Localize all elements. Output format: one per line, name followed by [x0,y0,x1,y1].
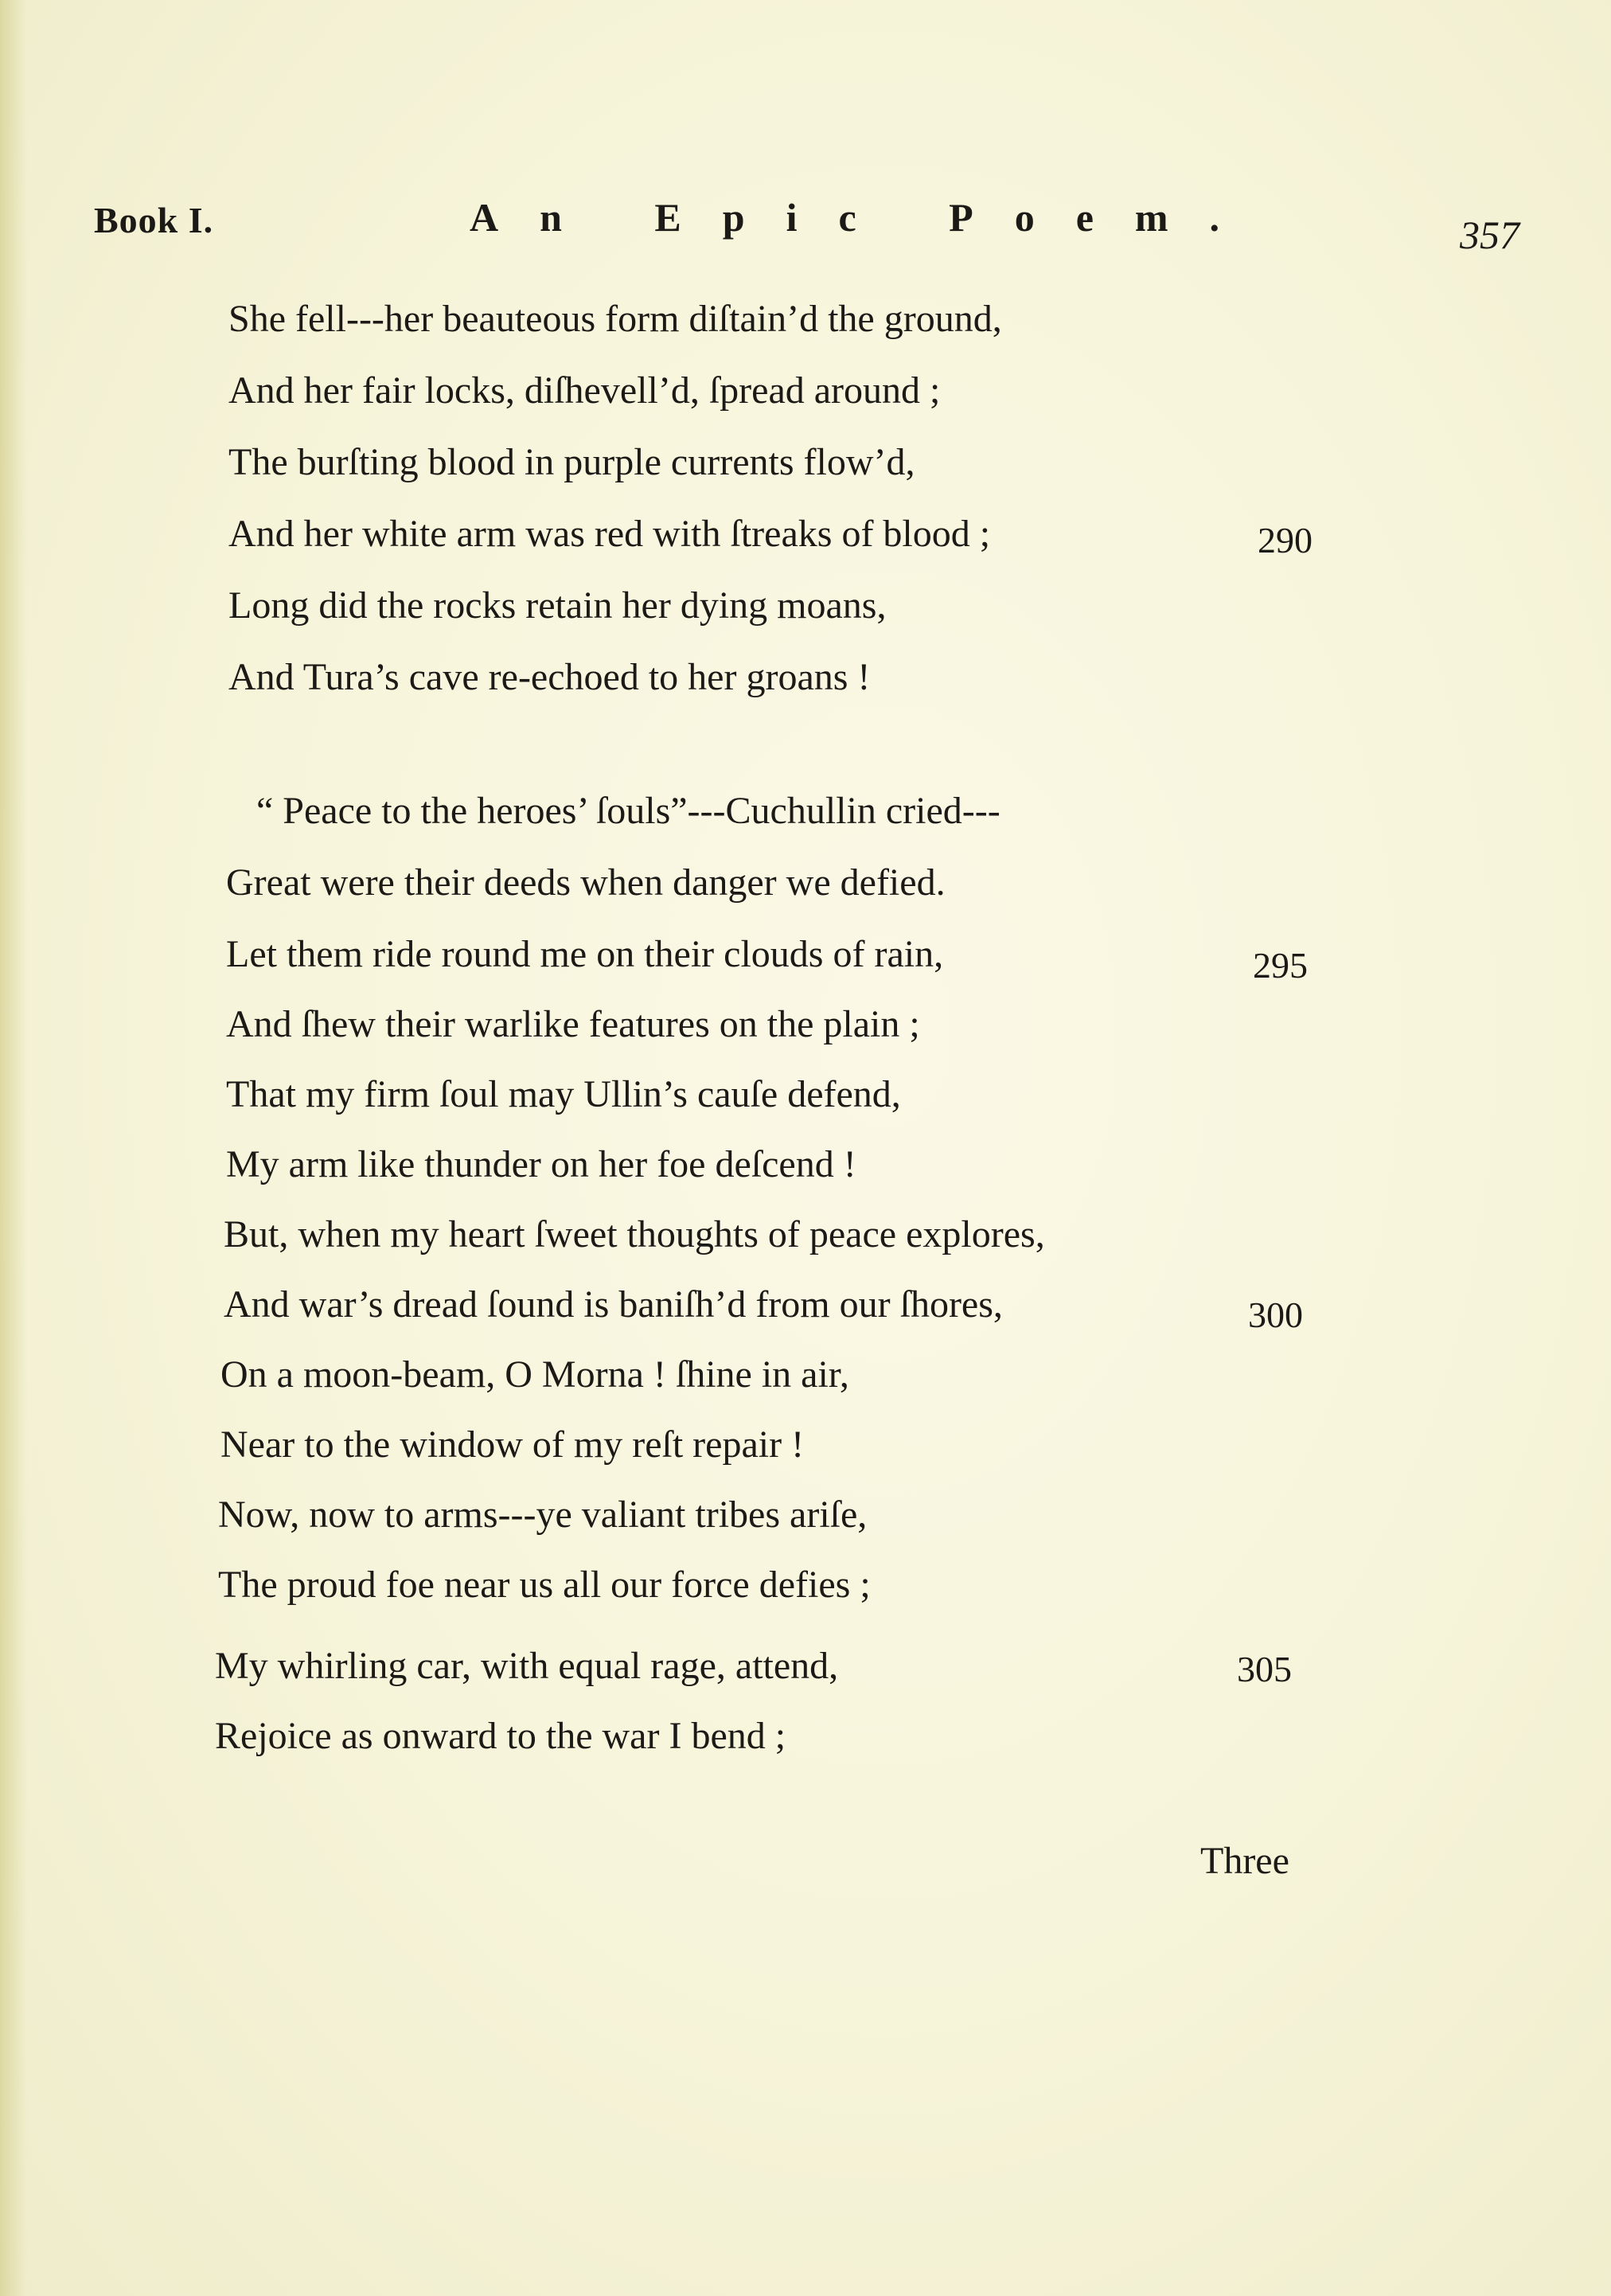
poem-line: On a moon-beam, O Morna ! ſhine in air, [220,1353,849,1396]
page-number: 357 [1460,213,1519,257]
poem-line: And Tura’s cave re-echoed to her groans ! [228,656,871,698]
poem-line: My arm like thunder on her foe deſcend ! [226,1143,856,1185]
running-book: Book I. [94,200,214,240]
line-number: 290 [1258,520,1313,560]
line-number: 305 [1237,1649,1292,1689]
poem-line: Rejoice as onward to the war I bend ; [215,1715,786,1757]
poem-line: But, when my heart ſweet thoughts of peace explores, [224,1213,1045,1255]
poem-line: The proud foe near us all our force defies ; [218,1564,871,1606]
line-number: 300 [1248,1294,1303,1335]
poem-line: Let them ride round me on their clouds of rain, [226,933,944,975]
poem-line: And ſhew their warlike features on the plain ; [226,1003,920,1045]
line-number: 295 [1253,945,1308,986]
poem-line: The burſting blood in purple currents flow’d, [228,441,915,483]
poem-line: “ Peace to the heroes’ ſouls”---Cuchullin cried--- [256,790,1001,832]
poem-line: Near to the window of my reſt repair ! [220,1423,805,1466]
poem-line: My whirling car, with equal rage, attend, [215,1645,839,1687]
poem-line: That my firm ſoul may Ullin’s cauſe defend, [226,1073,901,1115]
poem-line: Long did the rocks retain her dying moans, [228,584,887,627]
poem-line: Now, now to arms---ye valiant tribes ariſe, [218,1494,868,1536]
poem-line: And her fair locks, diſhevell’d, ſpread around ; [228,369,941,412]
poem-line: She fell---her beauteous form diſtain’d the ground, [228,298,1002,340]
running-title: An Epic Poem. [470,195,1262,240]
poem-line: And her white arm was red with ſtreaks of blood ; [228,513,991,555]
catchword: Three [1200,1840,1289,1882]
poem-line: Great were their deeds when danger we defied. [226,861,946,904]
poem-line: And war’s dread ſound is baniſh’d from our ſhores, [224,1283,1003,1326]
